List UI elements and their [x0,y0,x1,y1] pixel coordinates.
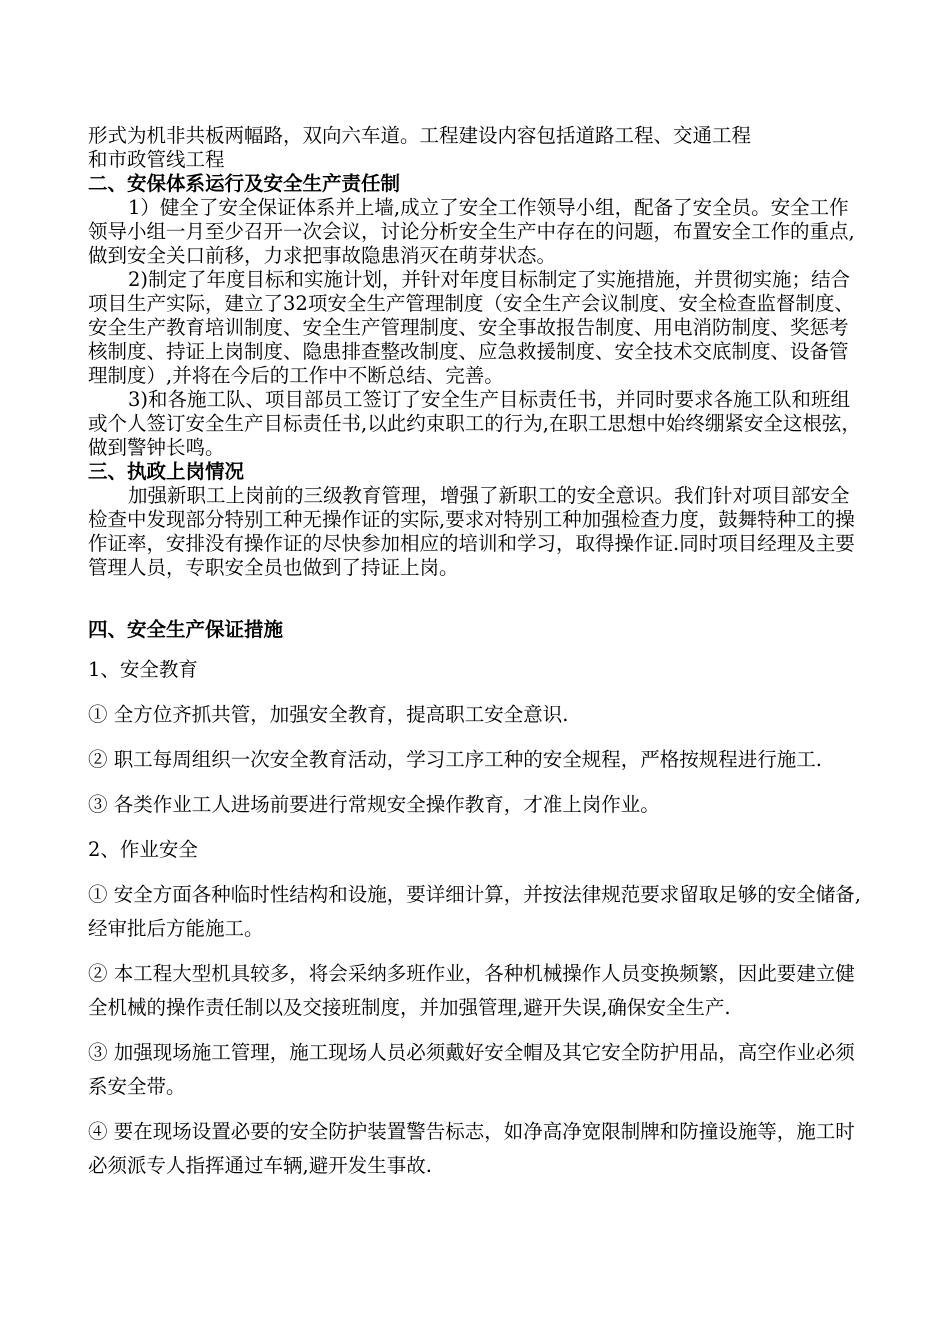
list-item: ① 全方位齐抓共管，加强安全教育，提高职工安全意识. [88,703,569,726]
list-item: ③ 各类作业工人进场前要进行常规安全操作教育，才准上岗作业。 [88,793,660,816]
lower-text-block [88,618,866,1194]
section-2-paragraph-3: 3)和各施工队、项目部员工签订了安全生产目标责任书，并同时要求各施工队和班组或个人签订安全生产目标责任书,以此约束职工的行为,在职工思想中始终绷紧安全这根弦，做到警钟长鸣。 [88,388,861,459]
list-item: ② 职工每周组织一次安全教育活动，学习工序工种的安全规程，严格按规程进行施工. [88,748,822,771]
subsection-1-title: 1、安全教育 [88,658,198,681]
section-2-paragraph-1: 1）健全了安全保证体系并上墙,成立了安全工作领导小组，配备了安全员。安全工作领导小组一月至少召开一次会议，讨论分析安全生产中存在的问题，布置安全工作的重点,做到安全关口前移，力求把事故隐患消灭在萌芽状态。 [88,196,855,267]
list-item: ③ 加强现场施工管理，施工现场人员必须戴好安全帽及其它安全防护用品，高空作业必须系安全带。 [88,1041,855,1098]
section-3-heading: 三、执政上岗情况 [88,460,245,483]
list-item: ④ 要在现场设置必要的安全防护装置警告标志，如净高净宽限制牌和防撞设施等，施工时必须派专人指挥通过车辆,避开发生事故. [88,1120,855,1177]
upper-text-block [88,124,866,580]
intro-line-2: 和市政管线工程 [88,148,225,171]
section-4-heading: 四、安全生产保证措施 [88,618,284,641]
section-2-heading: 二、安保体系运行及安全生产责任制 [88,172,401,195]
list-item: ② 本工程大型机具较多，将会采纳多班作业，各种机械操作人员变换频繁，因此要建立健全机械的操作责任制以及交接班制度，并加强管理,避开失误,确保安全生产. [88,962,855,1019]
intro-line-1: 形式为机非共板两幅路，双向六车道。工程建设内容包括道路工程、交通工程 [88,124,752,147]
section-2-paragraph-2: 2)制定了年度目标和实施计划，并针对年度目标制定了实施措施，并贯彻实施；结合项目生产实际，建立了32项安全生产管理制度（安全生产会议制度、安全检查监督制度、安全生产教育培训制度、安全生产管理制度、安全事故报告制度、用电消防制度、奖惩考核制度、持证上岗制度、隐患排查整改制度、应急救援制度、安全技术交底制度、设备管理制度）,并将在今后的工作中不断总结、完善。 [88,268,854,387]
subsection-2-title: 2、作业安全 [88,838,198,861]
section-3-paragraph-1: 加强新职工上岗前的三级教育管理，增强了新职工的安全意识。我们针对项目部安全检查中发现部分特别工种无操作证的实际,要求对特别工种加强检查力度，鼓舞特种工的操作证率，安排没有操作证的尽快参加相应的培训和学习，取得操作证.同时项目经理及主要管理人员，专职安全员也做到了持证上岗。 [88,484,855,579]
list-item: ① 安全方面各种临时性结构和设施，要详细计算，并按法律规范要求留取足够的安全储备,经审批后方能施工。 [88,883,861,940]
